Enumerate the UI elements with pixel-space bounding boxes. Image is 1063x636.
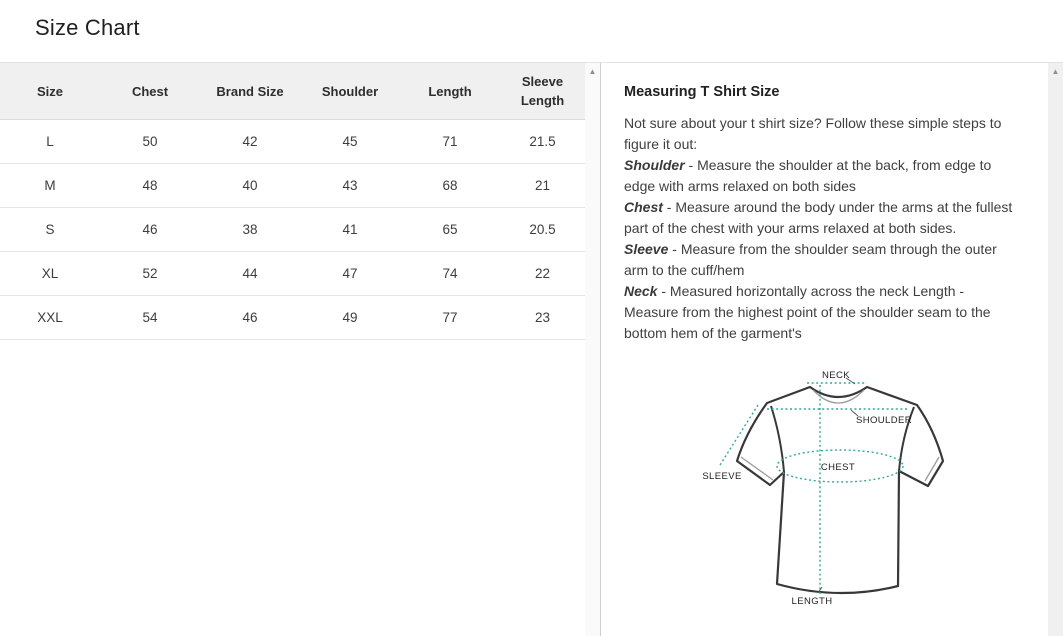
guide-step-shoulder	[624, 155, 1018, 197]
step-text: - Measure the shoulder at the back, from edge to edge with arms relaxed on both sides	[624, 157, 992, 194]
guide-intro: Not sure about your t shirt size? Follow these simple steps to figure it out:	[624, 115, 1002, 152]
step-term: Chest	[624, 199, 663, 215]
diagram-sleeve-label: SLEEVE	[702, 471, 742, 482]
content-area	[0, 62, 1063, 636]
cell-size: M	[44, 178, 56, 193]
column-header-chest: Chest	[131, 83, 169, 99]
column-header-shoulder: Shoulder	[321, 83, 379, 99]
cell-length: 77	[442, 310, 458, 325]
cell-sleeve: 23	[534, 310, 551, 325]
column-header-sleeve-length: Sleeve Length	[520, 74, 565, 108]
table-row	[0, 296, 585, 340]
cell-brand: 44	[242, 266, 258, 281]
cell-shoulder: 45	[342, 134, 358, 149]
cell-shoulder: 49	[342, 310, 358, 325]
scroll-up-icon[interactable]: ▲	[588, 67, 597, 76]
title-bar	[0, 0, 1063, 62]
cell-length: 65	[442, 222, 458, 237]
diagram-neck-label: NECK	[822, 370, 850, 381]
diagram-length-label: LENGTH	[791, 596, 833, 607]
step-text: - Measure from the shoulder seam through the outer arm to the cuff/hem	[624, 241, 997, 278]
cell-size: L	[46, 134, 54, 149]
cell-length: 71	[442, 134, 458, 149]
cell-brand: 42	[242, 134, 258, 149]
cell-brand: 38	[242, 222, 258, 237]
column-header-size: Size	[36, 83, 63, 99]
column-header-length: Length	[428, 83, 472, 99]
size-table-panel	[0, 63, 601, 636]
guide-scrollbar[interactable]	[1048, 63, 1063, 636]
cell-chest: 52	[142, 266, 158, 281]
guide-heading: Measuring T Shirt Size	[624, 84, 780, 100]
column-header-brand-size: Brand Size	[216, 83, 284, 99]
cell-shoulder: 43	[342, 178, 358, 193]
cell-chest: 46	[142, 222, 158, 237]
cell-sleeve: 20.5	[529, 222, 556, 237]
table-row	[0, 208, 585, 252]
table-row	[0, 164, 585, 208]
cell-shoulder: 41	[342, 222, 358, 237]
cell-chest: 48	[142, 178, 158, 193]
table-row	[0, 120, 585, 164]
size-table	[0, 63, 585, 340]
table-header-row	[0, 63, 585, 120]
cell-shoulder: 47	[342, 266, 358, 281]
cell-sleeve: 21	[534, 178, 551, 193]
cell-chest: 54	[142, 310, 158, 325]
scroll-up-icon[interactable]: ▲	[1051, 67, 1060, 76]
guide-step-chest	[624, 197, 1018, 239]
guide-text	[624, 113, 1018, 344]
tshirt-diagram-icon	[688, 369, 968, 627]
cell-size: S	[45, 222, 55, 237]
measuring-guide-panel	[602, 63, 1048, 636]
guide-step-neck	[624, 281, 1018, 344]
cell-size: XL	[41, 266, 59, 281]
table-scrollbar[interactable]	[585, 63, 600, 636]
cell-length: 74	[442, 266, 458, 281]
cell-size: XXL	[37, 310, 63, 325]
diagram-chest-label: CHEST	[820, 462, 856, 473]
cell-brand: 46	[242, 310, 258, 325]
step-term: Neck	[624, 283, 658, 299]
step-term: Sleeve	[624, 241, 669, 257]
diagram-shoulder-label: SHOULDER	[856, 415, 912, 426]
step-text: - Measure around the body under the arms at the fullest part of the chest with your arms relaxed at both sides.	[624, 199, 1013, 236]
cell-sleeve: 22	[534, 266, 551, 281]
guide-step-sleeve	[624, 239, 1018, 281]
step-text: - Measured horizontally across the neck Length - Measure from the highest point of the shoulder seam to the bottom hem of the garment's	[624, 283, 991, 341]
cell-chest: 50	[142, 134, 158, 149]
cell-length: 68	[442, 178, 458, 193]
page-title: Size Chart	[35, 15, 140, 40]
cell-sleeve: 21.5	[529, 134, 556, 149]
tshirt-outline	[737, 387, 943, 593]
table-row	[0, 252, 585, 296]
step-term: Shoulder	[624, 157, 685, 173]
cell-brand: 40	[242, 178, 258, 193]
